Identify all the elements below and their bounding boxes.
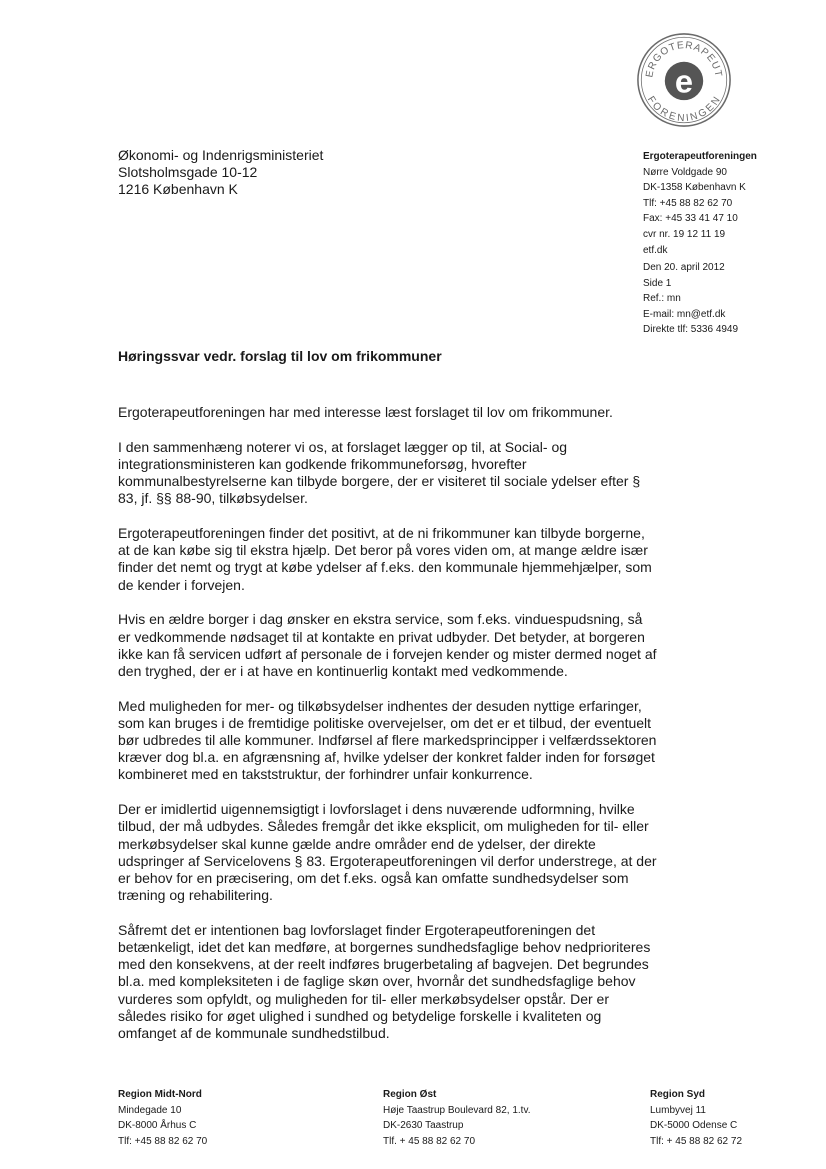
letter-subject: Høringssvar vedr. forslag til lov om frikommuner (118, 348, 442, 364)
body-paragraph: Ergoterapeutforeningen finder det positivt, at de ni frikommuner kan tilbyde borgerne, at de kan købe sig til ekstra hjælp. Det beror på vores viden om, at mange ældre især finder det nemt og trygt at købe ydelser af f.eks. den kommunale hjemmehjælper, som de kender i forvejen. (118, 525, 652, 593)
footer-city: DK-8000 Århus C (118, 1120, 197, 1132)
sender-phone: Tlf: +45 88 82 62 70 (643, 197, 733, 209)
letter-direct-phone: Direkte tlf: 5336 4949 (643, 324, 739, 336)
sender-city: DK-1358 København K (643, 182, 746, 194)
sender-street: Nørre Voldgade 90 (643, 166, 727, 178)
footer-region-oest (383, 1087, 531, 1149)
letter-date: Den 20. april 2012 (643, 262, 725, 273)
sender-cvr: cvr nr. 19 12 11 19 (643, 228, 726, 240)
letter-email: E-mail: mn@etf.dk (643, 308, 726, 320)
recipient-name: Økonomi- og Indenrigsministeriet (118, 147, 324, 163)
ergoterapeut-foreningen-logo (636, 32, 732, 128)
footer-phone: Tlf: + 45 88 82 62 72 (650, 1135, 743, 1147)
footer-region-name: Region Midt-Nord (118, 1089, 202, 1100)
footer-street: Høje Taastrup Boulevard 82, 1.tv. (383, 1104, 531, 1116)
body-paragraph: Med muligheden for mer- og tilkøbsydelser indhentes der desuden nyttige erfaringer, som kan bruges i de fremtidige politiske overvejelser, om det er et tilbud, der eventuelt bør udbredes til alle kommuner. Indførsel af flere markedsprincipper i velfærdssektoren kræver dog bl.a. en afgrænsning af, hvilke ydelser der konkret falder inden for forsøget kombineret med en takststruktur, der forhindrer unfair konkurrence. (118, 697, 657, 783)
letter-body (118, 404, 658, 1060)
sender-name: Ergoterapeutforeningen (643, 151, 757, 162)
footer-street: Mindegade 10 (118, 1104, 182, 1116)
body-paragraph: Ergoterapeutforeningen har med interesse læst forslaget til lov om frikommuner. (118, 404, 613, 420)
recipient-city: 1216 København K (118, 181, 238, 197)
footer-region-midt-nord (118, 1087, 207, 1149)
letter-ref: Ref.: mn (643, 293, 681, 305)
footer-region-syd (650, 1087, 742, 1149)
footer-region-name: Region Syd (650, 1089, 706, 1100)
footer-city: DK-5000 Odense C (650, 1120, 738, 1132)
body-paragraph: Der er imidlertid uigennemsigtigt i lovforslaget i dens nuværende udformning, hvilke tilbud, der må udbydes. Således fremgår det ikke eksplicit, om muligheden for til- eller merkøbsydelser skal kunne gælde andre områder end de ydelser, der direkte udspringer af Servicelovens § 83. Ergoterapeutforeningen vil derfor understrege, at der er behov for en præcisering, om det f.eks. også kan omfatte sundhedsydelser som træning og rehabilitering. (118, 801, 657, 904)
letter-page: Side 1 (643, 277, 672, 289)
footer-street: Lumbyvej 11 (650, 1104, 706, 1116)
body-paragraph: Hvis en ældre borger i dag ønsker en ekstra service, som f.eks. vinduespudsning, så er vedkommende nødsaget til at kontakte en privat udbyder. Det betyder, at borgeren ikke kan få servicen udført af personale de i forvejen kender og mister dermed noget af den tryghed, der er i at have en kontinuerlig kontakt med vedkommende. (118, 611, 657, 679)
sender-fax: Fax: +45 33 41 47 10 (643, 213, 738, 225)
sender-address (643, 149, 757, 258)
letter-meta (643, 260, 738, 338)
body-paragraph: I den sammenhæng noterer vi os, at forslaget lægger op til, at Social- og integrationsministeren kan godkende frikommuneforsøg, hvorefter kommunalbestyrelserne kan tilbyde borgere, der er visiteret til sociale ydelser efter § 83, jf. §§ 88-90, tilkøbsydelser. (118, 438, 641, 507)
logo-text-top: ERGOTERAPEUT (644, 40, 724, 79)
footer-city: DK-2630 Taastrup (383, 1120, 464, 1132)
recipient-address (118, 147, 323, 198)
sender-web: etf.dk (643, 244, 668, 256)
recipient-street: Slotsholmsgade 10-12 (118, 164, 258, 180)
footer-phone: Tlf. + 45 88 82 62 70 (383, 1135, 476, 1147)
footer-phone: Tlf: +45 88 82 62 70 (118, 1135, 208, 1147)
body-paragraph: Såfremt det er intentionen bag lovforslaget finder Ergoterapeutforeningen det betænkeligt, idet det kan medføre, at borgernes sundhedsfaglige behov nedprioriteres med den konsekvens, at der reelt indføres brugerbetaling af bagvejen. Det begrundes bl.a. med kompleksiteten i de faglige skøn over, hvornår det sundhedsfaglige behov vurderes som opfyldt, og muligheden for til- eller merkøbsydelser opstår. Der er således risiko for øget ulighed i sundhed og betydelige forskelle i kvaliteten og omfanget af de kommunale sundhedstilbud. (118, 921, 651, 1042)
logo-text-bottom: FORENINGEN (644, 94, 724, 125)
logo-mark: e (674, 62, 694, 100)
footer-region-name: Region Øst (383, 1089, 437, 1100)
